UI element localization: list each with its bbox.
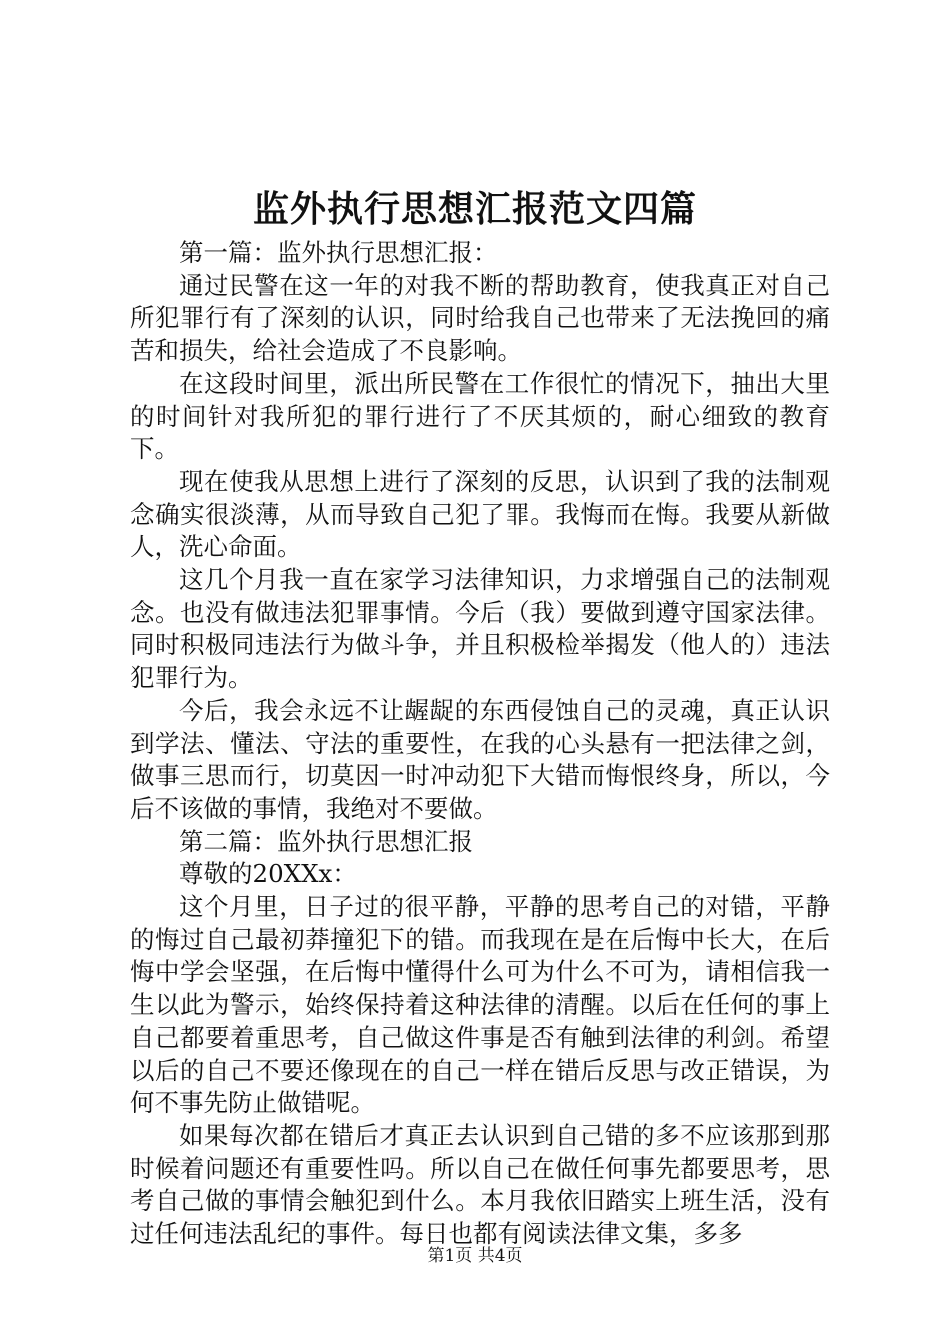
paragraph: 通过民警在这一年的对我不断的帮助教育，使我真正对自己所犯罪行有了深刻的认识，同时给我自己也带来了无法挽回的痛苦和损失，给社会造成了不良影响。 — [130, 270, 830, 366]
paragraph: 这个月里，日子过的很平静，平静的思考自己的对错，平静的悔过自己最初莽撞犯下的错。而我现在是在后悔中长大，在后悔中学会坚强，在后悔中懂得什么可为什么不可为，请相信我一生以此为警示，始终保持着这种法律的清醒。以后在任何的事上自己都要着重思考，自己做这件事是否有触到法律的利剑。希望以后的自己不要还像现在的自己一样在错后反思与改正错误，为何不事先防止做错呢。 — [130, 892, 830, 1118]
paragraph: 如果每次都在错后才真正去认识到自己错的多不应该那到那时候着问题还有重要性吗。所以自己在做任何事先都要思考，思考自己做的事情会触犯到什么。本月我依旧踏实上班生活，没有过任何违法乱纪的事件。每日也都有阅读法律文集，多多 — [130, 1120, 830, 1249]
paragraph: 尊敬的20XXx： — [179, 859, 357, 889]
paragraph: 第一篇：监外执行思想汇报： — [179, 238, 498, 267]
page-number-footer: 第1页 共4页 — [427, 1246, 523, 1266]
paragraph: 这几个月我一直在家学习法律知识，力求增强自己的法制观念。也没有做违法犯罪事情。今后（我）要做到遵守国家法律。同时积极同违法行为做斗争，并且积极检举揭发（他人的）违法犯罪行为。 — [130, 565, 830, 693]
document-body — [130, 237, 830, 1251]
paragraph: 在这段时间里，派出所民警在工作很忙的情况下，抽出大里的时间针对我所犯的罪行进行了不厌其烦的，耐心细致的教育下。 — [130, 368, 830, 464]
paragraph: 今后，我会永远不让龌龊的东西侵蚀自己的灵魂，真正认识到学法、懂法、守法的重要性，在我的心头悬有一把法律之剑，做事三思而行，切莫因一时冲动犯下大错而悔恨终身，所以，今后不该做的事情，我绝对不要做。 — [130, 695, 830, 823]
document-title: 监外执行思想汇报范文四篇 — [252, 188, 697, 230]
paragraph: 第二篇：监外执行思想汇报 — [179, 826, 473, 856]
paragraph: 现在使我从思想上进行了深刻的反思，认识到了我的法制观念确实很淡薄，从而导致自己犯了罪。我悔而在悔。我要从新做人，洗心命面。 — [130, 466, 830, 562]
